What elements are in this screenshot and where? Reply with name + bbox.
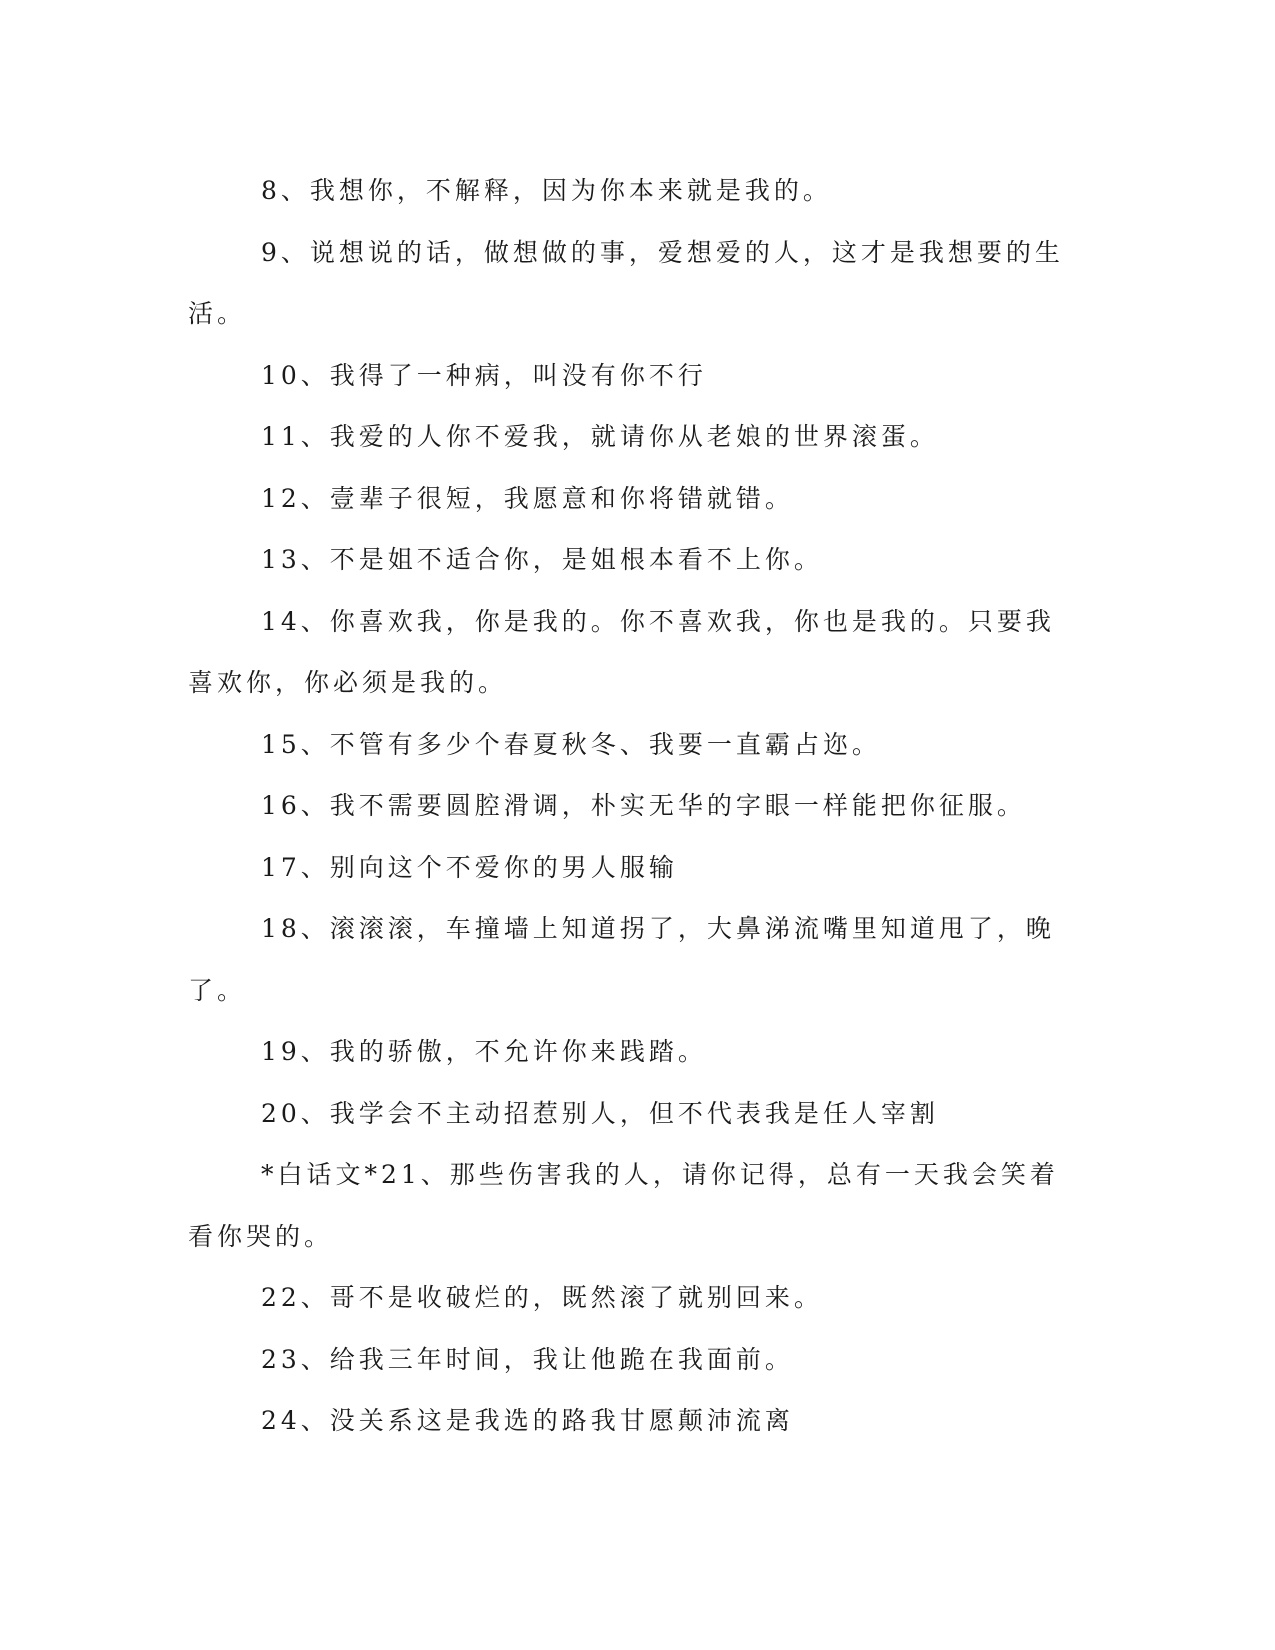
paragraph-10: 10、我得了一种病，叫没有你不行 [261,360,707,390]
paragraph-16: 16、我不需要圆腔滑调，朴实无华的字眼一样能把你征服。 [261,791,1026,820]
paragraph-21: *白话文*21、那些伤害我的人，请你记得，总有一天我会笑着看你哭的。 [188,1160,1059,1251]
paragraph-14: 14、你喜欢我，你是我的。你不喜欢我，你也是我的。只要我喜欢你，你必须是我的。 [188,606,1055,697]
paragraph-15: 15、不管有多少个春夏秋冬、我要一直霸占迩。 [261,729,881,759]
paragraph-18: 18、滚滚滚，车撞墙上知道拐了，大鼻涕流嘴里知道甩了，晚了。 [188,914,1055,1005]
paragraph-20: 20、我学会不主动招惹别人，但不代表我是任人宰割 [261,1098,939,1128]
paragraph-19: 19、我的骄傲，不允许你来践踏。 [261,1037,707,1066]
document-body [188,160,1073,1452]
paragraph-17: 17、别向这个不爱你的男人服输 [261,852,678,882]
paragraph-9: 9、说想说的话，做想做的事，爱想爱的人，这才是我想要的生活。 [188,237,1064,328]
paragraph-23: 23、给我三年时间，我让他跪在我面前。 [261,1344,794,1374]
paragraph-11: 11、我爱的人你不爱我，就请你从老娘的世界滚蛋。 [261,422,939,451]
paragraph-22: 22、哥不是收破烂的，既然滚了就别回来。 [261,1283,823,1312]
paragraph-12: 12、壹辈子很短，我愿意和你将错就错。 [261,483,794,513]
paragraph-8: 8、我想你，不解释，因为你本来就是我的。 [261,176,832,205]
paragraph-24: 24、没关系这是我选的路我甘愿颠沛流离 [261,1406,794,1435]
paragraph-13: 13、不是姐不适合你，是姐根本看不上你。 [261,545,823,574]
